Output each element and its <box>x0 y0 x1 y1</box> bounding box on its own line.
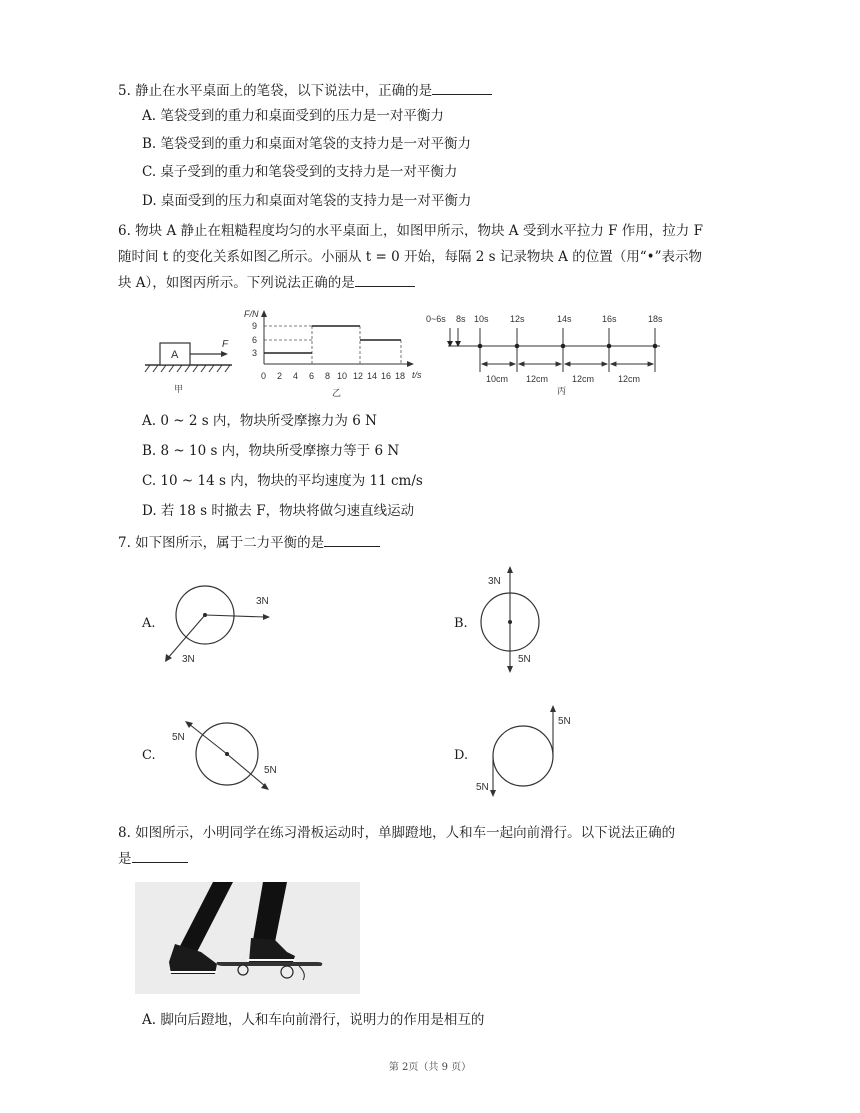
figure-yi-caption: 乙 <box>332 388 342 398</box>
q6-option-b[interactable]: B. 8 ~ 10 s 内，物块所受摩擦力等于 6 N <box>142 443 400 459</box>
x-tick-8: 8 <box>325 371 331 381</box>
page-footer: 第 2页（共 9 页） <box>388 1062 472 1073</box>
q7c-force-1-label: 5N <box>172 732 185 743</box>
force-label: F <box>222 339 229 350</box>
q6-option-a[interactable]: A. 0 ~ 2 s 内，物块所受摩擦力为 6 N <box>142 413 377 429</box>
x-axis-label: t/s <box>412 370 422 380</box>
time-label-16s: 16s <box>602 314 617 324</box>
question-8-line-2: 是 <box>118 846 760 872</box>
question-7-stem: 7. 如下图所示，属于二力平衡的是 <box>118 535 325 551</box>
figure-jia <box>140 320 240 400</box>
figure-yi-graph <box>242 306 427 401</box>
q7a-force-1-label: 3N <box>256 596 269 607</box>
q7b-force-2-label: 5N <box>518 654 531 665</box>
time-label-14s: 14s <box>557 314 572 324</box>
answer-blank-8[interactable] <box>132 848 188 863</box>
q7b-force-1-label: 3N <box>488 576 501 587</box>
q7c-force-2-label: 5N <box>264 765 277 776</box>
q7-option-c-label[interactable]: C. <box>142 748 156 763</box>
x-tick-0: 0 <box>261 371 267 381</box>
q8-option-a[interactable]: A. 脚向后蹬地，人和车向前滑行，说明力的作用是相互的 <box>142 1012 485 1028</box>
x-tick-4: 4 <box>293 371 299 381</box>
q5-option-c[interactable]: C. 桌子受到的重力和笔袋受到的支持力是一对平衡力 <box>142 164 458 180</box>
x-tick-12: 12 <box>353 371 364 381</box>
time-label-0-6s: 0~6s <box>426 314 446 324</box>
question-6-line-2: 随时间 t 的变化关系如图乙所示。小丽从 t = 0 开始，每隔 2 s 记录物块 A 的位置（用“•”表示物 <box>118 249 702 265</box>
y-tick-6: 6 <box>252 335 258 345</box>
force-time-curve <box>264 326 401 353</box>
figure-jia-caption: 甲 <box>174 384 184 394</box>
q6-option-d[interactable]: D. 若 18 s 时撤去 F，物块将做匀速直线运动 <box>142 503 415 519</box>
q7-figure-d <box>470 702 580 802</box>
x-tick-16: 16 <box>381 371 392 381</box>
x-tick-14: 14 <box>367 371 378 381</box>
y-axis-label: F/N <box>244 309 259 319</box>
distance-2: 12cm <box>526 374 549 384</box>
q7-figure-c <box>168 718 278 798</box>
question-7 <box>118 530 760 556</box>
x-tick-6: 6 <box>309 371 315 381</box>
q7-figure-b <box>470 562 560 677</box>
distance-1: 10cm <box>486 374 509 384</box>
q7a-force-2-label: 3N <box>182 654 195 665</box>
y-tick-3: 3 <box>252 348 258 358</box>
question-6-line-1: 6. 物块 A 静止在粗糙程度均匀的水平桌面上，如图甲所示，物块 A 受到水平拉力 F 作用，拉力 F <box>118 223 703 239</box>
figure-bing-timeline <box>420 310 675 400</box>
block-a-label: A <box>171 349 179 361</box>
question-5-stem: 5. 静止在水平桌面上的笔袋，以下说法中，正确的是 <box>118 83 433 99</box>
q7-option-a-label[interactable]: A. <box>142 616 156 631</box>
q7d-force-1-label: 5N <box>558 716 571 727</box>
q7-option-d-label[interactable]: D. <box>454 748 469 763</box>
x-tick-18: 18 <box>395 371 406 381</box>
question-5 <box>118 78 760 104</box>
time-label-12s: 12s <box>510 314 525 324</box>
question-8-line-1: 8. 如图所示，小明同学在练习滑板运动时，单脚蹬地，人和车一起向前滑行。以下说法正确的 <box>118 825 676 841</box>
q7-figure-a <box>150 580 280 670</box>
time-label-10s: 10s <box>474 314 489 324</box>
time-label-8s: 8s <box>456 314 466 324</box>
y-tick-9: 9 <box>252 321 258 331</box>
figure-bing-caption: 丙 <box>557 386 567 396</box>
q7d-force-2-label: 5N <box>476 782 489 793</box>
distance-4: 12cm <box>618 374 641 384</box>
skateboard-photo <box>135 882 360 994</box>
answer-blank-7[interactable] <box>324 532 380 547</box>
question-6-line-3: 块 A），如图丙所示。下列说法正确的是 <box>118 270 760 296</box>
q5-option-b[interactable]: B. 笔袋受到的重力和桌面对笔袋的支持力是一对平衡力 <box>142 136 472 152</box>
time-label-18s: 18s <box>648 314 663 324</box>
q5-option-a[interactable]: A. 笔袋受到的重力和桌面受到的压力是一对平衡力 <box>142 108 444 124</box>
q6-option-c[interactable]: C. 10 ~ 14 s 内，物块的平均速度为 11 cm/s <box>142 473 423 489</box>
q5-option-d[interactable]: D. 桌面受到的压力和桌面对笔袋的支持力是一对平衡力 <box>142 193 472 209</box>
x-tick-2: 2 <box>277 371 283 381</box>
answer-blank-6[interactable] <box>355 272 415 287</box>
distance-3: 12cm <box>572 374 595 384</box>
x-tick-10: 10 <box>337 371 348 381</box>
answer-blank-5[interactable] <box>432 80 492 95</box>
q7-option-b-label[interactable]: B. <box>454 616 468 631</box>
